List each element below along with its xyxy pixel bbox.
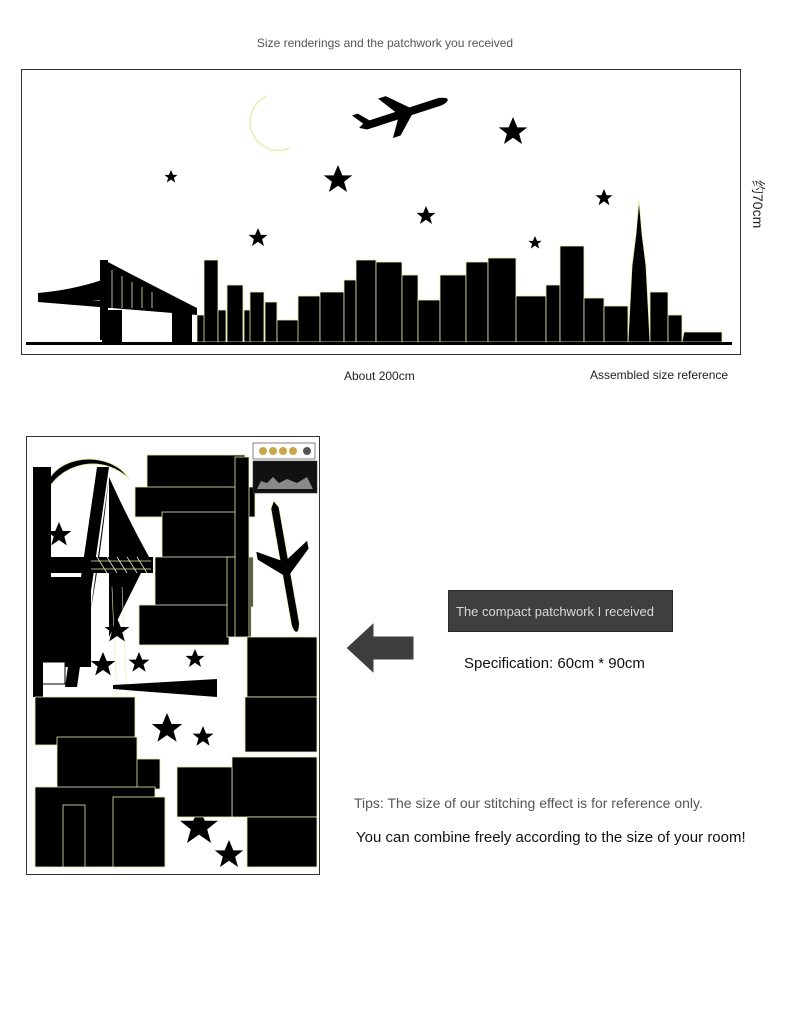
star-icon	[417, 206, 436, 224]
received-label-box	[448, 590, 673, 632]
star-icon	[499, 117, 528, 144]
star-icon	[215, 840, 244, 867]
assembled-preview	[21, 69, 741, 355]
skyline-icon	[197, 200, 722, 342]
height-label	[746, 180, 776, 250]
star-icon	[129, 652, 150, 672]
star-icon	[91, 652, 116, 675]
star-icon	[249, 228, 268, 246]
specification-text: Specification: 60cm * 90cm	[464, 655, 645, 672]
star-icon	[186, 649, 205, 667]
arrow-left-icon	[344, 620, 416, 676]
skyline-illustration	[22, 70, 742, 356]
sheet-illustration	[27, 437, 321, 876]
width-label: About 200cm	[344, 369, 415, 383]
star-icon	[105, 618, 130, 641]
star-icon	[528, 236, 541, 249]
star-icon	[164, 170, 177, 183]
sticker-sheet	[26, 436, 320, 875]
star-icon	[193, 726, 214, 746]
height-value: 约70cm	[750, 180, 766, 229]
airplane-icon	[248, 496, 321, 636]
star-icon	[595, 189, 612, 205]
bridge-icon	[38, 260, 197, 342]
tip-text: Tips: The size of our stitching effect is for reference only.	[354, 795, 703, 811]
moon-icon	[250, 96, 290, 150]
received-label: The compact patchwork I received	[456, 604, 654, 619]
star-icon	[152, 713, 182, 742]
star-icon	[324, 165, 353, 192]
tip-text-combine: You can combine freely according to the size of your room!	[356, 829, 746, 846]
top-caption: Size renderings and the patchwork you received	[256, 36, 514, 50]
moon-icon	[45, 459, 129, 495]
assembled-size-label: Assembled size reference	[590, 368, 729, 382]
airplane-icon	[350, 78, 454, 148]
